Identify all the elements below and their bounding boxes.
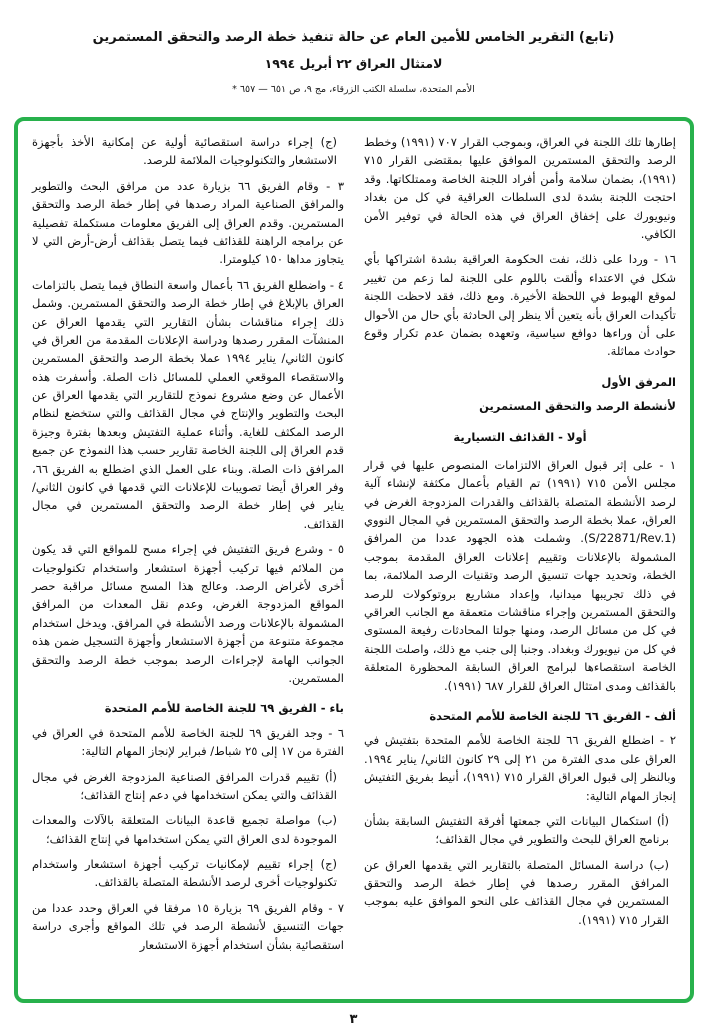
paragraph-continuation: إطارها تلك اللجنة في العراق، وبموجب القرار ٧٠٧ (١٩٩١) وخطط الرصد والتحقق المستمرين الموافق عليها بمقتضى القرار ٧١٥ (١٩٩١)، بضمان سلامة وأمن أفراد اللجنة الخاصة وممتلكاتها. وقد احتجت اللجنة بشدة لدى السلطات العراقية في كل من بغداد ونيويورك على إخفاق العراق في هذه الحالة في توفير الأمن الكافي. — [364, 135, 677, 241]
paragraph-2: ٢ - اضطلع الفريق ٦٦ للجنة الخاصة للأمم المتحدة بتفتيش في العراق على مدى الفترة من ٢١ إلى ٢٩ كانون الثاني/ يناير ١٩٩٤. وبالنظر إلى قبول العراق القرار ٧١٥ (١٩٩١)، أنيط بفريق التفتيش إنجاز المهام التالية: — [364, 733, 677, 803]
column-right — [364, 133, 676, 991]
paragraph-5: ٥ - وشرع فريق التفتيش في إجراء مسح للمواقع التي قد يكون من الملائم فيها تركيب أجهزة استشعار واستخدام تكنولوجيات أخرى لأغراض الرصد. وعالج هذا المسح مسائل مراقبة حصر المواقع المزدوجة الغرض، وعدم نقل المعدات من المرافق المشمولة بالإعلانات ورصد الأنشطة في المرافق. ويدخل استخدام مجموعة متنوعة من أجهزة الاستشعار وأجهزة التسجيل ضمن هذه الجوانب الهامة لإجراءات الرصد بموجب خطة الرصد والتحقق المستمرين. — [32, 542, 344, 685]
report-title-line2: لامتثال العراق ٢٢ أبريل ١٩٩٤ — [264, 56, 443, 71]
section-heading-first: أولا - القذائف التسيارية — [453, 430, 587, 445]
document-header — [0, 0, 707, 95]
paragraph-16: ١٦ - وردا على ذلك، نفت الحكومة العراقية بشدة اشتراكها بأي شكل في الاعتداء وألقت باللوم على اللجنة لما زعم من تغيير لموقع الهبوط في اللحظة الأخيرة. ومع ذلك، فقد لاحظت اللجنة تأكيدات العراق بأنه يتعين ألا ينظر إلى الحادثة بأي حال من الأحوال على أن وراءها دوافع سياسية، وتعهده بضمان عدم تكرار وقوع حوادث مماثلة. — [364, 252, 676, 359]
annex-heading: المرفق الأول — [601, 374, 676, 389]
list-item-a: (أ) استكمال البيانات التي جمعتها أفرقة التفتيش السابقة بشأن برنامج العراق للبحث والتطوير في مجال القذائف؛ — [364, 813, 669, 847]
annex-subheading: لأنشطة الرصد والتحقق المستمرين — [479, 399, 676, 414]
list-item-j: (ج) إجراء دراسة استقصائية أولية عن إمكانية الأخذ بأجهزة الاستشعار والتكنولوجيات الملائمة للرصد. — [32, 135, 337, 168]
column-left — [32, 133, 344, 991]
paragraph-6: ٦ - وجد الفريق ٦٩ للجنة الخاصة للأمم المتحدة في العراق في الفترة من ١٧ إلى ٢٥ شباط/ فبراير لإنجاز المهام التالية: — [32, 725, 345, 759]
paragraph-3: ٣ - وقام الفريق ٦٦ بزيارة عدد من مرافق البحث والتطوير والمرافق الصناعية المراد رصدها في إطار خطة الرصد والتحقق المستمرين. وقدم العراق إلى الفريق معلومات مستكملة تفصيلية عن برامجه الراهنة للقذائف فيما يتصل بقذائف أرض-أرض التي لا يتجاوز مداها ١٥٠ كيلومترا. — [32, 178, 344, 267]
page-number: ٣ — [349, 1012, 358, 1027]
list-item-j2: (ج) إجراء تقييم لإمكانيات تركيب أجهزة استشعار واستخدام تكنولوجيات أخرى لرصد الأنشطة المتصلة بالقذائف. — [32, 857, 337, 890]
source-citation: الأمم المتحدة، سلسلة الكتب الزرقاء، مج ٩، ص ٦٥١ — ٦٥٧ * — [232, 84, 475, 95]
list-item-b2: (ب) مواصلة تجميع قاعدة البيانات المتعلقة بالآلات والمعدات الموجودة لدى العراق التي يمكن استخدامها في إنتاج القذائف؛ — [32, 813, 337, 846]
paragraph-1: ١ - على إثر قبول العراق الالتزامات المنصوص عليها في قرار مجلس الأمن ٧١٥ (١٩٩١) تم القيام بأعمال مكثفة لإنشاء آلية لرصد الأنشطة المتصلة بالقذائف والقدرات المزدوجة الغرض في العراق، عملا بخطة الرصد والتحقق المستمرين في المجال النووي (S/22871/Rev.1). وشملت هذه الجهود عددا من المرافق المشمولة بالإعلانات وتقييم إعلانات العراق المقدمة بموجب الخطة، وتحديد جهات تنسيق الرصد وتقنيات الرصد الملائمة، بما في ذلك تجريبها ميدانيا، وإعداد مشاريع بروتوكولات للرصد والتحقق المستمرين وإجراء مناقشات متعمقة مع الجانب العراقي في كل من مسائل الرصد، ومنها جولتا المحادثات رفيعة المستوى في كل من نيويورك وبغداد. وجنبا إلى جنب مع ذلك، واصلت اللجنة الخاصة استقصاءها لبرامج العراق السابقة المحظورة المتعلقة بالقذائف ومدى امتثال العراق للقرار ٦٨٧ (١٩٩١). — [364, 457, 676, 693]
content-border-box — [14, 117, 694, 1003]
list-item-a2: (أ) تقييم قدرات المرافق الصناعية المزدوجة الغرض في مجال القذائف والتي يمكن استخدامها في دعم إنتاج القذائف؛ — [32, 769, 337, 802]
two-column-layout — [32, 133, 676, 991]
paragraph-7: ٧ - وقام الفريق ٦٩ بزيارة ١٥ مرفقا في العراق وحدد عددا من جهات التنسيق لأنشطة الرصد في تلك المواقع وأجرى دراسة استقصائية بشأن استخدام أجهزة الاستشعار — [32, 900, 344, 952]
paragraph-4: ٤ - واضطلع الفريق ٦٦ بأعمال واسعة النطاق فيما يتصل بالتزامات العراق بالإبلاغ في إطار خطة الرصد والتحقق المستمرين. وشمل ذلك إجراء مناقشات بشأن التقارير التي يقدمها العراق عن المنشآت المقرر رصدها ودراسة الإعلانات المقدمة من العراق في كانون الثاني/ يناير ١٩٩٤ عملا بخطة الرصد والتحقق المستمرين والاستقصاء الموقعي العملي للمسائل ذات الصلة. وأسفرت هذه الأعمال عن وضع مشروع نموذج للتقارير التي يقدمها العراق عن البحث والتطوير والإنتاج في مجال القذائف والتي ستخضع لنظام الرصد المكثف للغاية. وأثناء عملية التفتيش وبعدها بفترة وجيزة قدم العراق إلى اللجنة الخاصة تقارير حسب هذا النموذج عن جميع المرافق ذات الصلة. وبناء على العمل الذي اضطلع به الفريق ٦٦، وفر العراق أيضا تصويبات للإعلانات التي قدمها في كانون الثاني/ يناير في إطار خطة الرصد والتحقق المستمرين في مجال القذائف. — [32, 277, 344, 531]
subsection-heading-baa: باء - الفريق ٦٩ للجنة الخاصة للأمم المتحدة — [104, 701, 344, 716]
report-title-line1: (تابع) التقرير الخامس للأمين العام عن حالة تنفيذ خطة الرصد والتحقق المستمرين — [92, 30, 615, 45]
subsection-heading-alif: ألف - الفريق ٦٦ للجنة الخاصة للأمم المتحدة — [429, 708, 676, 723]
list-item-b: (ب) دراسة المسائل المتصلة بالتقارير التي يقدمها العراق عن المرافق المقرر رصدها في إطار خطة الرصد والتحقق المستمرين في مجال القذائف على النحو الموافق عليه بموجب القرار ٧١٥ (١٩٩١). — [364, 857, 669, 927]
